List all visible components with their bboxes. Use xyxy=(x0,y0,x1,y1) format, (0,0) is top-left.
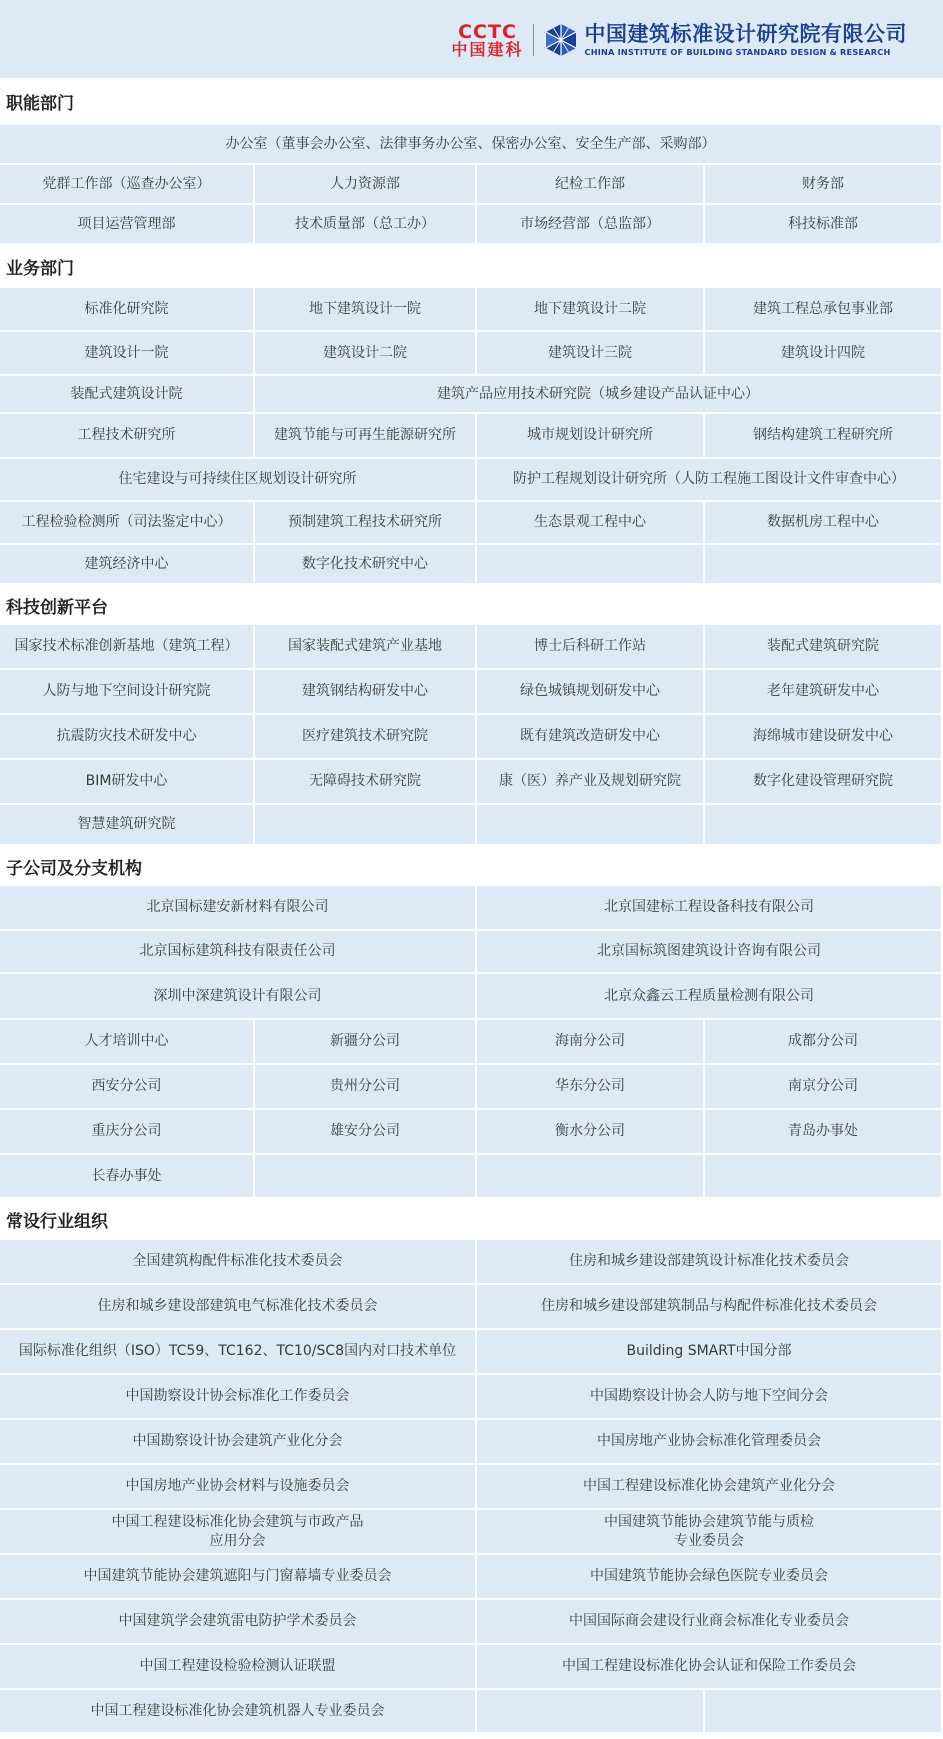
empty-cell xyxy=(255,1155,477,1199)
org-cell[interactable]: 重庆分公司 xyxy=(0,1110,255,1155)
org-cell[interactable]: 西安分公司 xyxy=(0,1065,255,1110)
org-cell[interactable]: 科技标准部 xyxy=(705,205,943,245)
org-cell[interactable]: 建筑设计二院 xyxy=(255,332,477,376)
org-cell[interactable]: 中国勘察设计协会建筑产业化分会 xyxy=(0,1420,477,1465)
org-cell[interactable]: 医疗建筑技术研究院 xyxy=(255,715,477,760)
org-cell[interactable]: 人才培训中心 xyxy=(0,1020,255,1065)
org-cell[interactable]: 数字化建设管理研究院 xyxy=(705,760,943,805)
org-cell[interactable]: 智慧建筑研究院 xyxy=(0,805,255,846)
org-cell[interactable]: 生态景观工程中心 xyxy=(477,502,705,545)
org-cell[interactable]: 预制建筑工程技术研究所 xyxy=(255,502,477,545)
org-cell[interactable]: 建筑设计一院 xyxy=(0,332,255,376)
org-cell[interactable]: 工程技术研究所 xyxy=(0,414,255,459)
org-cell[interactable]: 住房和城乡建设部建筑电气标准化技术委员会 xyxy=(0,1285,477,1330)
org-cell[interactable]: 青岛办事处 xyxy=(705,1110,943,1155)
org-cell[interactable]: 中国工程建设标准化协会建筑与市政产品 应用分会 xyxy=(0,1510,477,1555)
org-cell[interactable]: 数字化技术研究中心 xyxy=(255,545,477,585)
org-cell[interactable]: 标准化研究院 xyxy=(0,288,255,332)
org-cell[interactable]: 中国勘察设计协会标准化工作委员会 xyxy=(0,1375,477,1420)
org-cell[interactable]: 海绵城市建设研发中心 xyxy=(705,715,943,760)
section-title-innovation: 科技创新平台 xyxy=(6,597,108,618)
org-cell[interactable]: 城市规划设计研究所 xyxy=(477,414,705,459)
org-cell[interactable]: 长春办事处 xyxy=(0,1155,255,1199)
org-cell[interactable]: 中国工程建设检验检测认证联盟 xyxy=(0,1645,477,1690)
org-cell[interactable]: 老年建筑研发中心 xyxy=(705,670,943,715)
org-cell[interactable]: 地下建筑设计二院 xyxy=(477,288,705,332)
org-cell[interactable]: Building SMART中国分部 xyxy=(477,1330,943,1375)
org-cell[interactable]: 中国国际商会建设行业商会标准化专业委员会 xyxy=(477,1600,943,1645)
organizations-grid xyxy=(0,1240,943,1734)
org-cell[interactable]: 建筑设计四院 xyxy=(705,332,943,376)
org-cell[interactable]: 北京国标筑图建筑设计咨询有限公司 xyxy=(477,931,943,974)
org-cell[interactable]: 建筑节能与可再生能源研究所 xyxy=(255,414,477,459)
org-cell[interactable]: 绿色城镇规划研发中心 xyxy=(477,670,705,715)
org-cell[interactable]: 抗震防灾技术研发中心 xyxy=(0,715,255,760)
org-cell[interactable]: 贵州分公司 xyxy=(255,1065,477,1110)
section-title-functional: 职能部门 xyxy=(6,94,74,114)
org-cell[interactable]: 中国工程建设标准化协会建筑产业化分会 xyxy=(477,1465,943,1510)
org-cell[interactable]: 中国工程建设标准化协会认证和保险工作委员会 xyxy=(477,1645,943,1690)
org-cell[interactable]: 博士后科研工作站 xyxy=(477,625,705,670)
org-cell[interactable]: 海南分公司 xyxy=(477,1020,705,1065)
org-cell[interactable]: 北京国标建安新材料有限公司 xyxy=(0,886,477,931)
company-logo[interactable] xyxy=(451,22,907,58)
org-cell[interactable]: 中国房地产业协会材料与设施委员会 xyxy=(0,1465,477,1510)
org-cell[interactable]: 雄安分公司 xyxy=(255,1110,477,1155)
empty-cell xyxy=(705,1690,943,1734)
org-cell[interactable]: 建筑设计三院 xyxy=(477,332,705,376)
org-cell[interactable]: 国家技术标准创新基地（建筑工程） xyxy=(0,625,255,670)
org-cell[interactable]: 装配式建筑研究院 xyxy=(705,625,943,670)
org-cell[interactable]: 住房和城乡建设部建筑设计标准化技术委员会 xyxy=(477,1240,943,1285)
functional-grid xyxy=(0,125,943,245)
org-cell[interactable]: 防护工程规划设计研究所（人防工程施工图设计文件审查中心） xyxy=(477,459,943,502)
cctc-logo-en: CCTC xyxy=(458,20,517,43)
empty-cell xyxy=(705,1155,943,1199)
empty-cell xyxy=(255,805,477,846)
org-cell[interactable]: 中国工程建设标准化协会建筑机器人专业委员会 xyxy=(0,1690,477,1734)
org-cell[interactable]: 南京分公司 xyxy=(705,1065,943,1110)
org-cell[interactable]: 中国建筑节能协会绿色医院专业委员会 xyxy=(477,1555,943,1600)
org-cell[interactable]: 人防与地下空间设计研究院 xyxy=(0,670,255,715)
org-cell[interactable]: BIM研发中心 xyxy=(0,760,255,805)
section-title-business: 业务部门 xyxy=(6,259,74,279)
org-cell[interactable]: 住宅建设与可持续住区规划设计研究所 xyxy=(0,459,477,502)
empty-cell xyxy=(477,1155,705,1199)
org-cell[interactable]: 建筑产品应用技术研究院（城乡建设产品认证中心） xyxy=(255,376,943,414)
org-cell[interactable]: 办公室（董事会办公室、法律事务办公室、保密办公室、安全生产部、采购部） xyxy=(0,125,943,165)
empty-cell xyxy=(477,1690,705,1734)
section-title-organizations: 常设行业组织 xyxy=(6,1212,108,1232)
business-grid xyxy=(0,288,943,585)
org-cell[interactable]: 中国勘察设计协会人防与地下空间分会 xyxy=(477,1375,943,1420)
empty-cell xyxy=(477,545,705,585)
org-cell[interactable]: 既有建筑改造研发中心 xyxy=(477,715,705,760)
cctc-logo-cn: 中国建科 xyxy=(451,39,524,59)
org-cell[interactable]: 钢结构建筑工程研究所 xyxy=(705,414,943,459)
org-cell[interactable]: 党群工作部（巡查办公室） xyxy=(0,165,255,205)
org-cell[interactable]: 人力资源部 xyxy=(255,165,477,205)
org-cell[interactable]: 中国房地产业协会标准化管理委员会 xyxy=(477,1420,943,1465)
org-cell[interactable]: 建筑经济中心 xyxy=(0,545,255,585)
org-cell[interactable]: 项目运营管理部 xyxy=(0,205,255,245)
cctc-logo xyxy=(451,20,524,59)
empty-cell xyxy=(477,805,705,846)
org-cell[interactable]: 建筑工程总承包事业部 xyxy=(705,288,943,332)
org-cell[interactable]: 成都分公司 xyxy=(705,1020,943,1065)
logo-divider xyxy=(533,24,534,56)
org-cell[interactable]: 装配式建筑设计院 xyxy=(0,376,255,414)
org-cell[interactable]: 华东分公司 xyxy=(477,1065,705,1110)
org-cell[interactable]: 住房和城乡建设部建筑制品与构配件标准化技术委员会 xyxy=(477,1285,943,1330)
org-cell[interactable]: 国家装配式建筑产业基地 xyxy=(255,625,477,670)
org-cell[interactable]: 建筑钢结构研发中心 xyxy=(255,670,477,715)
org-cell[interactable]: 财务部 xyxy=(705,165,943,205)
section-title-subsidiaries: 子公司及分支机构 xyxy=(6,858,142,879)
org-cell[interactable]: 无障碍技术研究院 xyxy=(255,760,477,805)
institute-name xyxy=(584,21,908,57)
org-cell[interactable]: 中国建筑节能协会建筑遮阳与门窗幕墙专业委员会 xyxy=(0,1555,477,1600)
org-cell[interactable]: 全国建筑构配件标准化技术委员会 xyxy=(0,1240,477,1285)
innovation-grid xyxy=(0,625,943,846)
institute-name-en: CHINA INSTITUTE OF BUILDING STANDARD DESIGN & RESEARCH xyxy=(584,46,891,57)
org-cell[interactable]: 数据机房工程中心 xyxy=(705,502,943,545)
institute-emblem-icon xyxy=(543,22,579,58)
org-cell[interactable]: 康（医）养产业及规划研究院 xyxy=(477,760,705,805)
org-cell[interactable]: 中国建筑节能协会建筑节能与质检 专业委员会 xyxy=(477,1510,943,1555)
org-cell[interactable]: 技术质量部（总工办） xyxy=(255,205,477,245)
empty-cell xyxy=(705,805,943,846)
subsidiaries-grid xyxy=(0,886,943,1199)
org-cell[interactable]: 新疆分公司 xyxy=(255,1020,477,1065)
org-cell[interactable]: 北京众鑫云工程质量检测有限公司 xyxy=(477,974,943,1020)
org-cell[interactable]: 衡水分公司 xyxy=(477,1110,705,1155)
org-cell[interactable]: 深圳中深建筑设计有限公司 xyxy=(0,974,477,1020)
org-cell[interactable]: 工程检验检测所（司法鉴定中心） xyxy=(0,502,255,545)
org-cell[interactable]: 北京国建标工程设备科技有限公司 xyxy=(477,886,943,931)
org-cell[interactable]: 北京国标建筑科技有限责任公司 xyxy=(0,931,477,974)
org-cell[interactable]: 国际标准化组织（ISO）TC59、TC162、TC10/SC8国内对口技术单位 xyxy=(0,1330,477,1375)
empty-cell xyxy=(705,545,943,585)
org-cell[interactable]: 纪检工作部 xyxy=(477,165,705,205)
org-cell[interactable]: 地下建筑设计一院 xyxy=(255,288,477,332)
org-cell[interactable]: 中国建筑学会建筑雷电防护学术委员会 xyxy=(0,1600,477,1645)
institute-name-cn: 中国建筑标准设计研究院有限公司 xyxy=(584,21,907,46)
org-cell[interactable]: 市场经营部（总监部） xyxy=(477,205,705,245)
header-banner xyxy=(0,0,943,78)
